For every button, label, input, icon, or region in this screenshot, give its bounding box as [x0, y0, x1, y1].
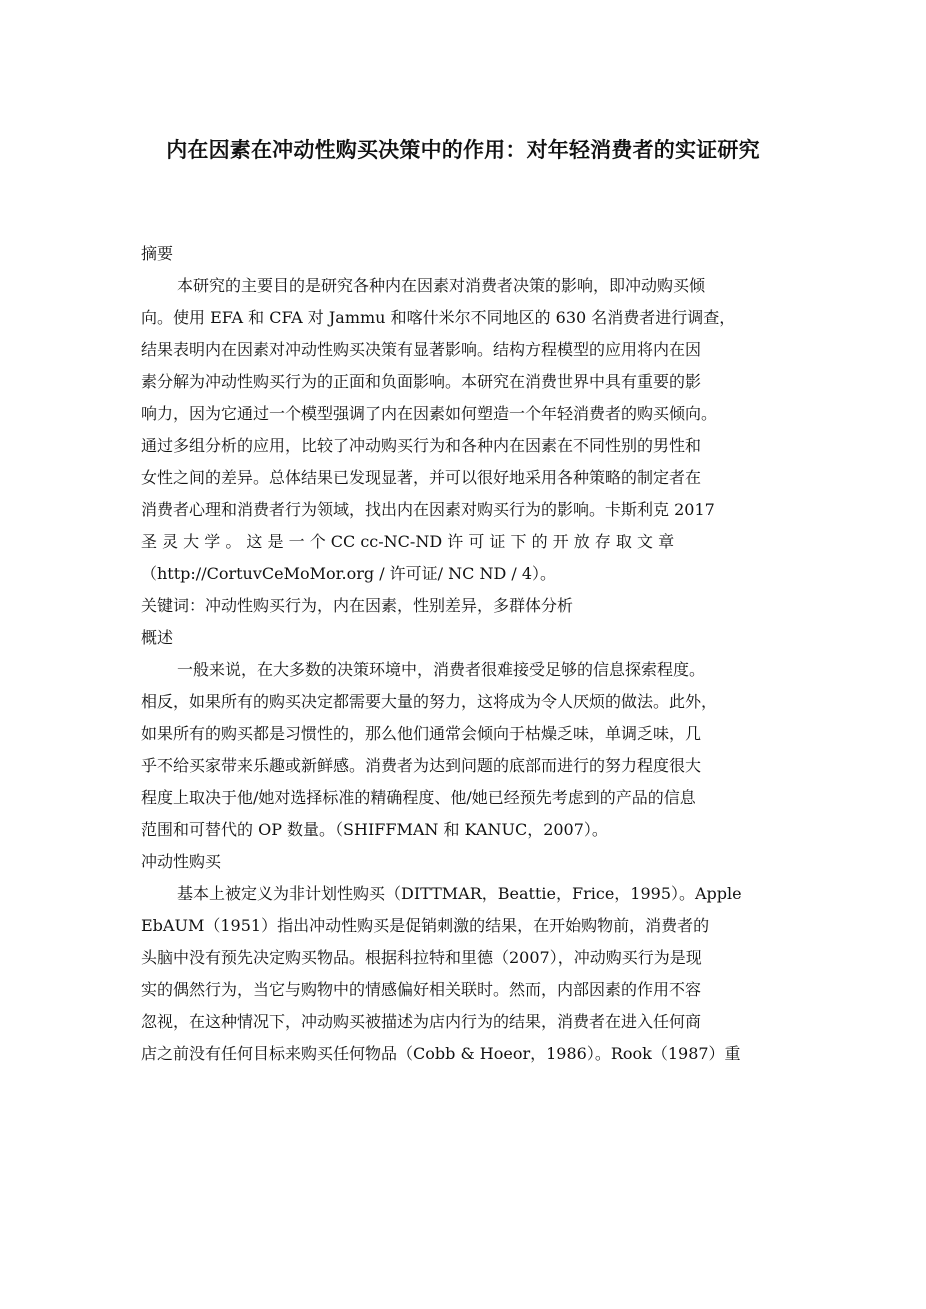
impulse-line: 实的偶然行为，当它与购物中的情感偏好相关联时。然而，内部因素的作用不容: [141, 980, 702, 999]
keywords: 关键词：冲动性购买行为，内在因素，性别差异，多群体分析: [141, 596, 574, 615]
overview-line: 乎不给买家带来乐趣或新鲜感。消费者为达到问题的底部而进行的努力程度很大: [141, 756, 702, 775]
abstract-line: （http://CortuvCeMoMor.org / 许可证/ NC ND / 4）。: [141, 564, 557, 583]
abstract-line: 本研究的主要目的是研究各种内在因素对消费者决策的影响，即冲动购买倾: [177, 276, 706, 295]
paper-body: [141, 238, 789, 1070]
abstract-line: 通过多组分析的应用，比较了冲动购买行为和各种内在因素在不同性别的男性和: [141, 436, 702, 455]
impulse-line: 忽视，在这种情况下，冲动购买被描述为店内行为的结果，消费者在进入任何商: [141, 1012, 702, 1031]
abstract-line-justified: 圣 灵 大 学 。 这 是 一 个 CC cc-NC-ND 许 可 证 下 的 开 放 存 取 文 章: [141, 532, 675, 551]
abstract-line: 素分解为冲动性购买行为的正面和负面影响。本研究在消费世界中具有重要的影: [141, 372, 702, 391]
abstract-line: 消费者心理和消费者行为领域，找出内在因素对购买行为的影响。卡斯利克 2017: [141, 500, 715, 519]
impulse-line: 店之前没有任何目标来购买任何物品（Cobb & Hoeor，1986）。Rook（1987）重: [141, 1044, 741, 1063]
abstract-line: 结果表明内在因素对冲动性购买决策有显著影响。结构方程模型的应用将内在因: [141, 340, 702, 359]
impulse-heading: 冲动性购买: [141, 852, 222, 871]
abstract-heading: 摘要: [141, 244, 174, 263]
overview-line: 范围和可替代的 OP 数量。（SHIFFMAN 和 KANUC，2007）。: [141, 820, 608, 839]
abstract-line: 女性之间的差异。总体结果已发现显著，并可以很好地采用各种策略的制定者在: [141, 468, 702, 487]
impulse-line: 头脑中没有预先决定购买物品。根据科拉特和里德（2007），冲动购买行为是现: [141, 948, 702, 967]
overview-line: 一般来说，在大多数的决策环境中，消费者很难接受足够的信息探索程度。: [177, 660, 706, 679]
impulse-line: 基本上被定义为非计划性购买（DITTMAR，Beattie，Frice，1995）。Apple: [177, 884, 742, 903]
overview-heading: 概述: [141, 628, 174, 647]
overview-line: 如果所有的购买都是习惯性的，那么他们通常会倾向于枯燥乏味，单调乏味，几: [141, 724, 702, 743]
abstract-line: 响力，因为它通过一个模型强调了内在因素如何塑造一个年轻消费者的购买倾向。: [141, 404, 718, 423]
abstract-line: 向。使用 EFA 和 CFA 对 Jammu 和喀什米尔不同地区的 630 名消费者进行调查，: [141, 308, 736, 327]
paper-title: 内在因素在冲动性购买决策中的作用：对年轻消费者的实证研究: [166, 138, 760, 162]
impulse-line: EbAUM（1951）指出冲动性购买是促销刺激的结果，在开始购物前，消费者的: [141, 916, 710, 935]
overview-line: 相反，如果所有的购买决定都需要大量的努力，这将成为令人厌烦的做法。此外，: [141, 692, 718, 711]
overview-line: 程度上取决于他/她对选择标准的精确程度、他/她已经预先考虑到的产品的信息: [141, 788, 696, 807]
